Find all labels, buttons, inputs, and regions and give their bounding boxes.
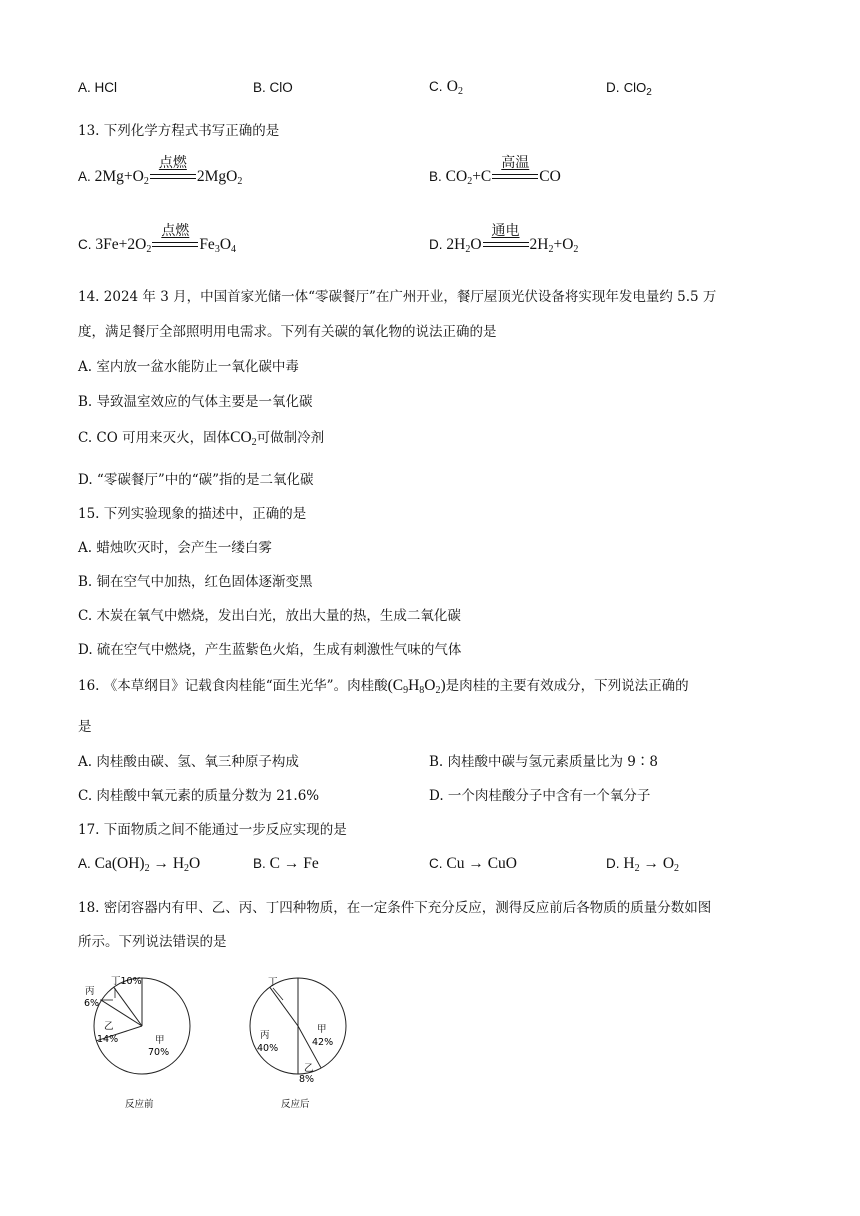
q12-option-b: B. ClO xyxy=(253,80,293,95)
q16-option-a: A. 肉桂酸由碳、氢、氧三种原子构成 xyxy=(78,754,299,770)
pie-after-label-yi-pct: 8% xyxy=(299,1074,315,1085)
q14-stem-line1: 14. 2024 年 3 月，中国首家光储一体“零碳餐厅”在广州开业，餐厅屋顶光伏设备将实现年发电量约 5.5 万 xyxy=(78,289,717,305)
q17-option-a: A. $Ca(OH)_2 \to H_2O$ xyxy=(78,855,201,874)
q12-option-c xyxy=(429,78,463,96)
pie-after-label-jia: 甲 xyxy=(317,1024,327,1035)
q16-option-c: C. 肉桂酸中氧元素的质量分数为 21.6% xyxy=(78,788,320,804)
pie-before-label-jia-pct: 70% xyxy=(148,1047,170,1058)
formula: ClO$_2$ xyxy=(623,80,652,98)
option-label: D. xyxy=(606,80,620,95)
pie-after-label-yi: 乙 xyxy=(304,1063,314,1074)
q15-option-c: C. 木炭在氧气中燃烧，发出白光，放出大量的热，生成二氧化碳 xyxy=(78,608,461,624)
pie-before-caption: 反应前 xyxy=(125,1099,154,1110)
pie-before-label-yi: 乙 xyxy=(104,1021,114,1032)
pie-before-label-jia: 甲 xyxy=(155,1035,165,1046)
q14-stem-line2: 度，满足餐厅全部照明用电需求。下列有关碳的氧化物的说法正确的是 xyxy=(78,324,497,340)
q13-option-b: B. $CO_2+C$ 高温 CO xyxy=(429,155,561,187)
q17-option-b: B. C → Fe xyxy=(253,855,319,872)
q13-stem: 13. 下列化学方程式书写正确的是 xyxy=(78,123,280,139)
pie-after-label-jia-pct: 42% xyxy=(312,1037,334,1048)
q15-option-a: A. 蜡烛吹灭时，会产生一缕白雾 xyxy=(78,540,272,556)
pie-after-caption: 反应后 xyxy=(281,1099,310,1110)
pie-before-label-yi-pct: 14% xyxy=(97,1034,119,1045)
formula: $O_2$ xyxy=(446,78,463,97)
formula-cinnamic-acid: $(C_9H_8O_2)$ xyxy=(387,677,446,696)
q15-option-d: D. 硫在空气中燃烧，产生蓝紫色火焰，生成有刺激性气味的气体 xyxy=(78,642,462,658)
option-label: C. xyxy=(429,79,443,94)
q16-option-d: D. 一个肉桂酸分子中含有一个氧分子 xyxy=(429,788,651,804)
q18-pie-charts xyxy=(70,962,370,1112)
q12-option-a: A. HCl xyxy=(78,80,118,95)
q14-option-d: D. “零碳餐厅”中的“碳”指的是二氧化碳 xyxy=(78,472,314,488)
pie-before-label-bing-pct: 6% xyxy=(84,998,100,1009)
q17-option-c: C. Cu → CuO xyxy=(429,855,517,872)
formula: $CO_2$ xyxy=(230,429,257,448)
q13-option-d: D. $2H_2O$ 通电 $2H_2+O_2$ xyxy=(429,223,579,255)
q14-option-c: C. CO 可用来灭火，固体$CO_2$可做制冷剂 xyxy=(78,429,325,448)
q14-option-a: A. 室内放一盆水能防止一氧化碳中毒 xyxy=(78,359,299,375)
q15-option-b: B. 铜在空气中加热，红色固体逐渐变黑 xyxy=(78,574,313,590)
q17-option-d: D. $H_2 \to O_2$ xyxy=(606,855,680,874)
q18-stem-line2: 所示。下列说法错误的是 xyxy=(78,934,227,950)
q18-stem-line1: 18. 密闭容器内有甲、乙、丙、丁四种物质，在一定条件下充分反应，测得反应前后各物质的质量分数如图 xyxy=(78,900,712,916)
q15-stem: 15. 下列实验现象的描述中，正确的是 xyxy=(78,506,307,522)
q14-option-b: B. 导致温室效应的气体主要是一氧化碳 xyxy=(78,394,313,410)
pie-before-label-ding: 丁10% xyxy=(111,976,142,987)
q16-stem-line1: 16. 《本草纲目》记载食肉桂能“面生光华”。肉桂酸$(C_9H_8O_2)$是肉桂的主要有效成分，下列说法正确的 xyxy=(78,677,689,696)
q17-stem: 17. 下面物质之间不能通过一步反应实现的是 xyxy=(78,822,347,838)
pie-after-label-bing: 丙 xyxy=(260,1030,270,1041)
pie-after-label-ding: 丁 xyxy=(268,977,278,988)
q12-option-d xyxy=(606,80,652,96)
pie-after-label-bing-pct: 40% xyxy=(257,1043,279,1054)
q16-option-b: B. 肉桂酸中碳与氢元素质量比为 9∶8 xyxy=(429,754,658,770)
q13-option-a: A. $2Mg+O_2$ 点燃 2MgO$_2$ xyxy=(78,155,243,187)
pie-before-label-bing: 丙 xyxy=(85,986,95,997)
pie-chart-after xyxy=(250,978,346,1074)
q16-stem-line2: 是 xyxy=(78,719,92,735)
q13-option-c: C. $3Fe+2O_2$ 点燃 $Fe_3O_4$ xyxy=(78,223,237,255)
